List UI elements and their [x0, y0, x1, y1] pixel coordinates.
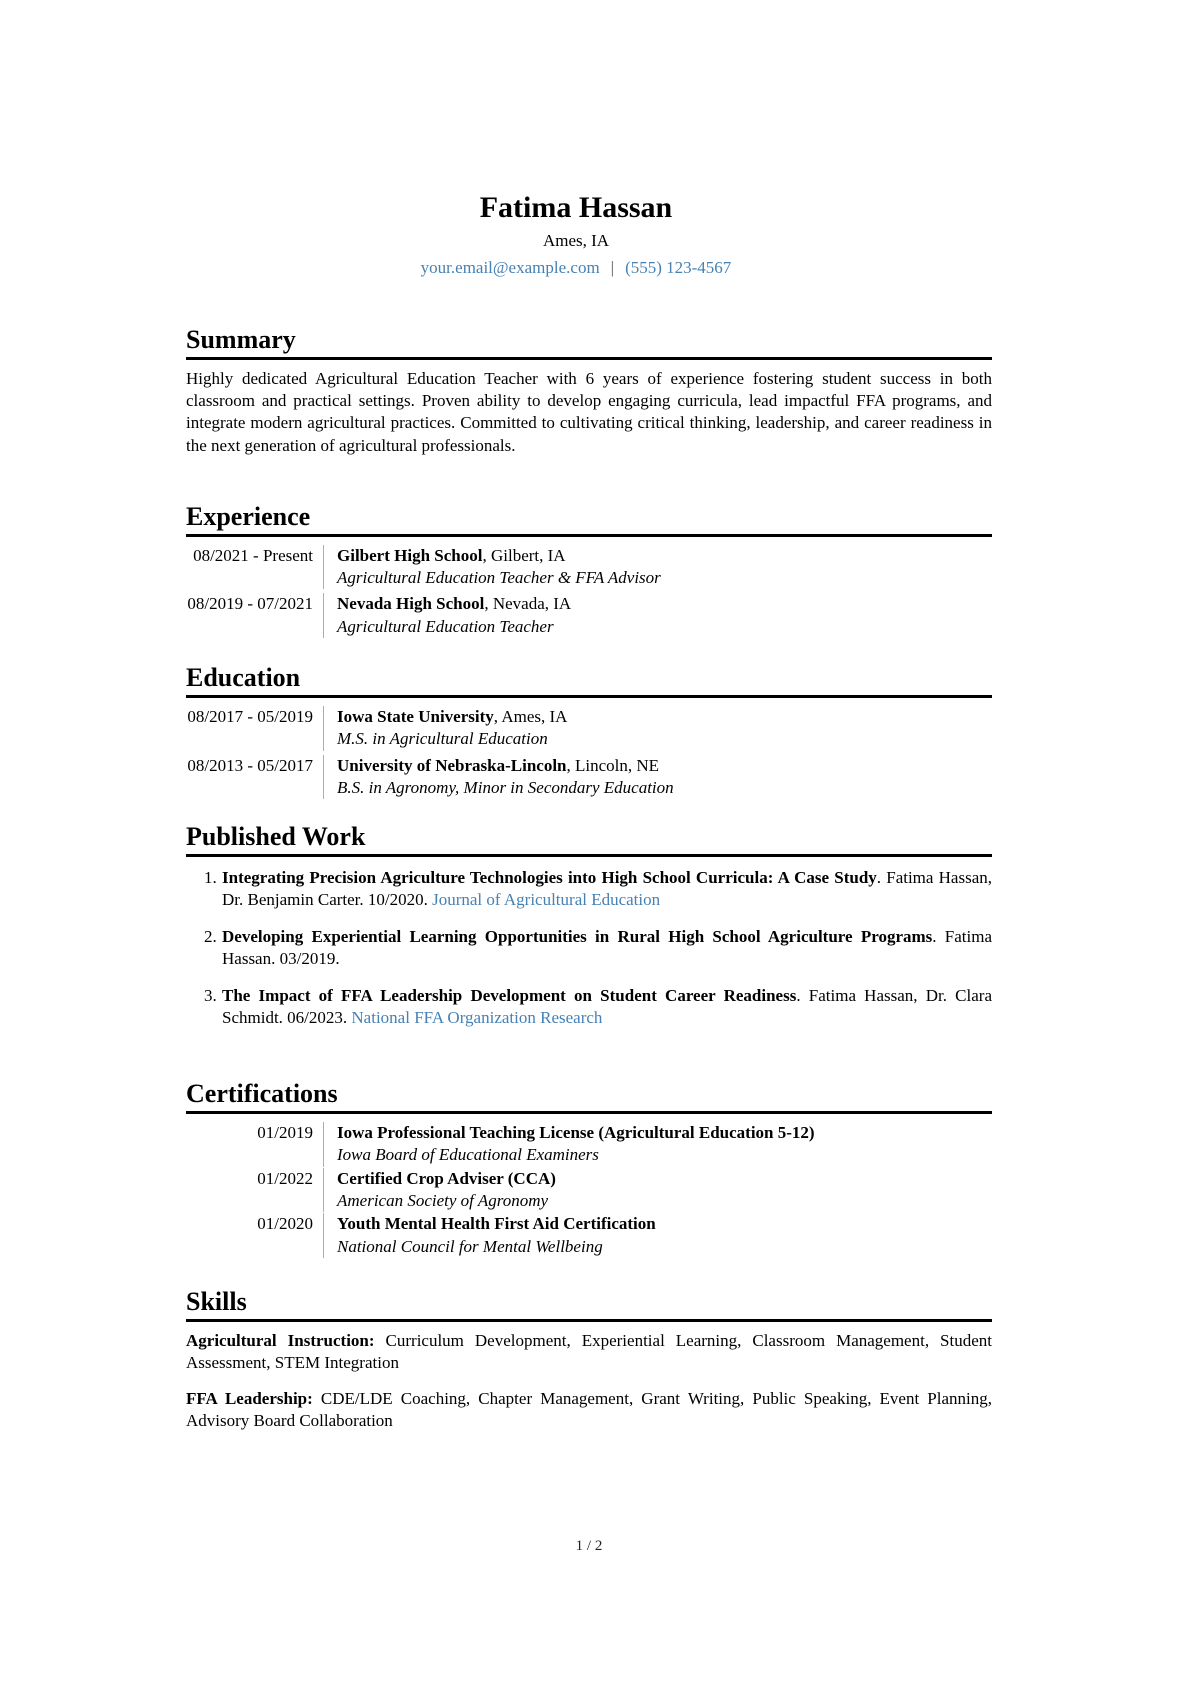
entry-location: , Ames, IA	[493, 706, 568, 726]
publication-meta: . Fatima Hassan, Dr. Benjamin Carter. 10/2020.	[222, 867, 992, 910]
entry-subtitle: Agricultural Education Teacher & FFA Advisor	[337, 568, 661, 588]
section-certifications	[186, 1079, 992, 1258]
candidate-name: Fatima Hassan	[479, 191, 673, 224]
certification-issuer: National Council for Mental Wellbeing	[337, 1236, 603, 1256]
entry-location: , Gilbert, IA	[482, 545, 566, 565]
publication-meta: . Fatima Hassan. 03/2019.	[222, 926, 993, 969]
publication-title: Integrating Precision Agriculture Technologies into High School Curricula: A Case Study	[222, 867, 877, 887]
entry-location: , Nevada, IA	[484, 594, 572, 614]
skill-text: CDE/LDE Coaching, Chapter Management, Grant Writing, Public Speaking, Event Planning, Advisory Board Collaboration	[186, 1388, 992, 1430]
publication-body	[222, 926, 992, 971]
section-summary	[186, 325, 992, 457]
entry-date: 08/2013 - 05/2017	[187, 755, 313, 775]
publication-number: 1.	[204, 867, 217, 887]
email-link[interactable]: your.email@example.com	[420, 258, 600, 277]
publication-item	[186, 926, 992, 971]
section-education	[186, 663, 992, 799]
certification-name: Iowa Professional Teaching License (Agricultural Education 5-12)	[337, 1122, 815, 1142]
skill-label: Agricultural Instruction:	[186, 1330, 375, 1350]
education-entry	[186, 706, 992, 751]
skill-label: FFA Leadership:	[186, 1388, 313, 1408]
section-title: Experience	[186, 502, 311, 532]
header	[186, 190, 966, 279]
page-number: 1 / 2	[575, 1538, 603, 1554]
certification-name: Certified Crop Adviser (CCA)	[337, 1168, 556, 1188]
section-rule	[186, 854, 992, 857]
entry-details	[323, 1213, 992, 1258]
certification-entry	[186, 1213, 992, 1258]
section-rule	[186, 534, 992, 537]
section-title: Skills	[186, 1287, 247, 1317]
publication-body	[222, 985, 992, 1030]
education-entry	[186, 755, 992, 800]
certification-issuer: Iowa Board of Educational Examiners	[337, 1145, 599, 1165]
certification-issuer: American Society of Agronomy	[337, 1191, 549, 1211]
entry-details	[323, 755, 992, 800]
location-text: Ames, IA	[542, 231, 610, 250]
entry-subtitle: B.S. in Agronomy, Minor in Secondary Education	[337, 777, 674, 797]
entry-subtitle: Agricultural Education Teacher	[337, 616, 554, 636]
publication-body	[222, 867, 992, 912]
section-experience	[186, 502, 992, 638]
experience-entry	[186, 545, 992, 590]
entry-org: Nevada High School	[337, 594, 485, 614]
entry-date: 08/2019 - 07/2021	[187, 594, 313, 614]
entry-school: Iowa State University	[337, 706, 494, 726]
summary-paragraph: Highly dedicated Agricultural Education Teacher with 6 years of experience fostering student success in both classroom and practical settings. Proven ability to develop engaging curricula, lead impactful FFA programs, and integrate modern agricultural practices. Committed to cultivating critical thinking, leadership, and career readiness in the next generation of agricultural professionals.	[186, 368, 992, 455]
skill-item	[186, 1330, 992, 1375]
entry-org: Gilbert High School	[337, 545, 483, 565]
contact-line	[186, 257, 966, 279]
entry-title	[337, 755, 992, 777]
certification-entry	[186, 1122, 992, 1167]
publication-link[interactable]: Journal of Agricultural Education	[432, 890, 661, 910]
entry-date: 08/2021 - Present	[193, 545, 313, 565]
publication-number: 2.	[204, 926, 217, 946]
entry-details	[323, 1168, 992, 1213]
skill-item	[186, 1388, 992, 1433]
publication-item	[186, 867, 992, 912]
entry-date: 01/2020	[257, 1214, 313, 1234]
certification-entry	[186, 1168, 992, 1213]
certification-name: Youth Mental Health First Aid Certification	[337, 1214, 656, 1234]
entry-details	[323, 545, 992, 590]
entry-date: 01/2022	[257, 1168, 313, 1188]
skill-text: Curriculum Development, Experiential Learning, Classroom Management, Student Assessment, STEM Integration	[186, 1330, 993, 1373]
section-rule	[186, 695, 992, 698]
entry-title	[337, 545, 992, 567]
publication-number: 3.	[204, 985, 217, 1005]
section-published-work	[186, 822, 992, 1029]
entry-title	[337, 706, 992, 728]
entry-details	[323, 1122, 992, 1167]
entry-date: 08/2017 - 05/2019	[187, 706, 313, 726]
publication-item	[186, 985, 992, 1030]
entry-details	[323, 593, 992, 638]
phone-link[interactable]: (555) 123-4567	[625, 258, 732, 277]
section-rule	[186, 1319, 992, 1322]
section-title: Summary	[186, 325, 296, 354]
section-title: Published Work	[186, 822, 366, 852]
entry-date: 01/2019	[257, 1122, 313, 1142]
section-rule	[186, 357, 992, 360]
publication-link[interactable]: National FFA Organization Research	[351, 1007, 603, 1027]
contact-separator: |	[610, 258, 615, 277]
entry-details	[323, 706, 992, 751]
entry-title	[337, 593, 992, 615]
entry-subtitle: M.S. in Agricultural Education	[337, 729, 548, 749]
section-rule	[186, 1111, 992, 1114]
publication-title: The Impact of FFA Leadership Development on Student Career Readiness	[222, 985, 797, 1005]
section-title: Certifications	[186, 1079, 338, 1109]
section-skills	[186, 1287, 992, 1432]
publication-title: Developing Experiential Learning Opportunities in Rural High School Agriculture Programs	[222, 926, 933, 946]
entry-location: , Lincoln, NE	[566, 755, 660, 775]
publication-meta: . Fatima Hassan, Dr. Clara Schmidt. 06/2023.	[222, 985, 992, 1027]
experience-entry	[186, 593, 992, 638]
section-title: Education	[186, 663, 301, 693]
entry-school: University of Nebraska-Lincoln	[337, 755, 567, 775]
